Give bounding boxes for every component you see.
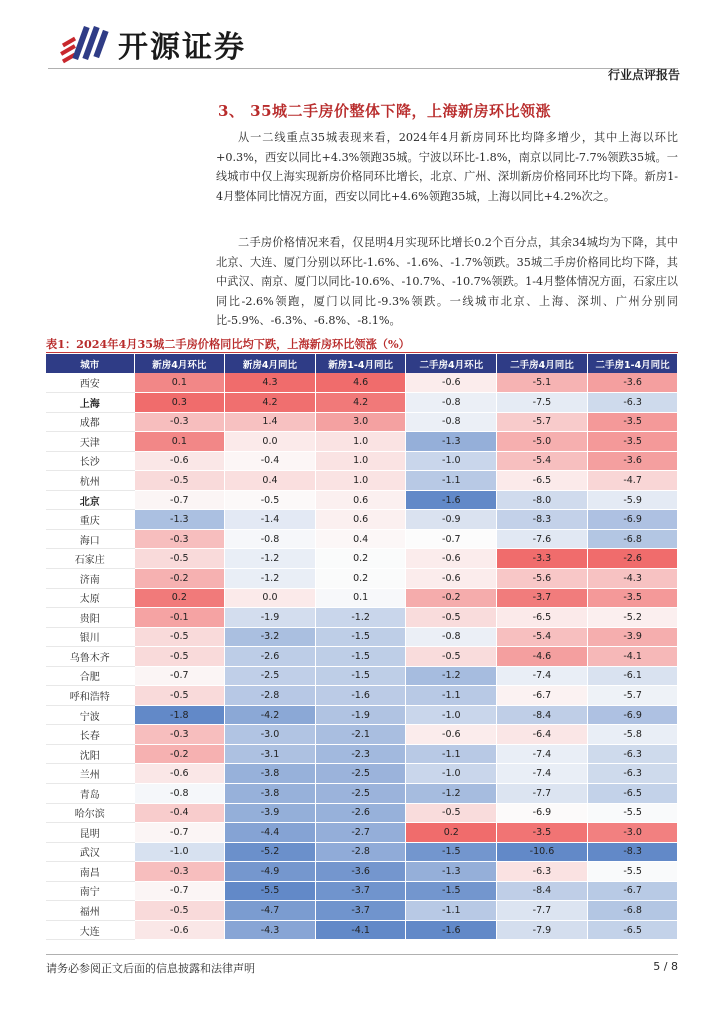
value-cell: -8.4 — [497, 705, 588, 725]
city-cell: 杭州 — [46, 471, 134, 491]
value-cell: -0.8 — [406, 627, 497, 647]
value-cell: -0.6 — [406, 373, 497, 393]
value-cell: -2.6 — [315, 803, 406, 823]
table-caption: 表1：2024年4月35城二手房价格同比均下跌，上海新房环比领涨（%） — [46, 337, 410, 351]
value-cell: -6.3 — [587, 393, 678, 413]
value-cell: -3.9 — [225, 803, 316, 823]
value-cell: -3.6 — [315, 862, 406, 882]
table-row — [46, 451, 678, 471]
value-cell: -5.8 — [587, 725, 678, 745]
table-row — [46, 627, 678, 647]
value-cell: -2.8 — [225, 686, 316, 706]
value-cell: -1.2 — [225, 549, 316, 569]
value-cell: -0.6 — [134, 920, 225, 940]
value-cell: -3.1 — [225, 744, 316, 764]
brand-name: 开源证券 — [118, 30, 246, 65]
value-cell: -0.4 — [225, 451, 316, 471]
value-cell: -6.3 — [587, 744, 678, 764]
value-cell: -0.5 — [134, 627, 225, 647]
city-cell: 宁波 — [46, 705, 134, 725]
value-cell: -1.3 — [406, 432, 497, 452]
city-cell: 长沙 — [46, 451, 134, 471]
value-cell: -3.0 — [225, 725, 316, 745]
city-cell: 青岛 — [46, 783, 134, 803]
value-cell: -2.8 — [315, 842, 406, 862]
caption-divider — [46, 352, 678, 353]
value-cell: -2.5 — [315, 783, 406, 803]
value-cell: 4.3 — [225, 373, 316, 393]
value-cell: -2.6 — [587, 549, 678, 569]
city-cell: 长春 — [46, 725, 134, 745]
table-row — [46, 608, 678, 628]
brand-logo-icon — [58, 20, 116, 64]
table-row — [46, 647, 678, 667]
table-row — [46, 393, 678, 413]
value-cell: -6.9 — [587, 705, 678, 725]
section-title: 3、 35城二手房价整体下降，上海新房环比领涨 — [218, 102, 552, 120]
value-cell: -4.1 — [315, 920, 406, 940]
table-row — [46, 705, 678, 725]
value-cell: -0.5 — [406, 647, 497, 667]
value-cell: -2.6 — [225, 647, 316, 667]
table-row — [46, 471, 678, 491]
value-cell: -3.5 — [587, 588, 678, 608]
value-cell: -7.4 — [497, 744, 588, 764]
value-cell: -5.1 — [497, 373, 588, 393]
value-cell: -6.7 — [587, 881, 678, 901]
report-type-label: 行业点评报告 — [607, 68, 680, 82]
table-row — [46, 432, 678, 452]
value-cell: -0.1 — [134, 608, 225, 628]
value-cell: -0.2 — [134, 744, 225, 764]
value-cell: -1.5 — [406, 842, 497, 862]
value-cell: -0.3 — [134, 862, 225, 882]
value-cell: -2.3 — [315, 744, 406, 764]
value-cell: -1.0 — [406, 705, 497, 725]
table-row — [46, 744, 678, 764]
value-cell: -3.8 — [225, 764, 316, 784]
price-table — [46, 354, 678, 940]
value-cell: -0.8 — [134, 783, 225, 803]
value-cell: -1.5 — [406, 881, 497, 901]
header-city: 城市 — [46, 354, 134, 373]
city-cell: 西安 — [46, 373, 134, 393]
value-cell: -5.9 — [587, 490, 678, 510]
value-cell: 4.2 — [315, 393, 406, 413]
value-cell: -1.4 — [225, 510, 316, 530]
city-cell: 南宁 — [46, 881, 134, 901]
value-cell: -1.6 — [406, 490, 497, 510]
table-row — [46, 666, 678, 686]
value-cell: -6.8 — [587, 529, 678, 549]
value-cell: -5.7 — [497, 412, 588, 432]
value-cell: -1.5 — [315, 627, 406, 647]
value-cell: -7.4 — [497, 666, 588, 686]
value-cell: 0.4 — [315, 529, 406, 549]
value-cell: -1.6 — [315, 686, 406, 706]
value-cell: 1.4 — [225, 412, 316, 432]
city-cell: 福州 — [46, 901, 134, 921]
disclaimer-note: 请务必参阅正文后面的信息披露和法律声明 — [46, 962, 255, 975]
value-cell: -1.3 — [406, 862, 497, 882]
value-cell: -4.7 — [587, 471, 678, 491]
value-cell: -8.3 — [497, 510, 588, 530]
value-cell: -6.3 — [587, 764, 678, 784]
table-row — [46, 588, 678, 608]
header-new-ytd-yoy: 新房1-4月同比 — [315, 354, 406, 373]
value-cell: 0.6 — [315, 510, 406, 530]
value-cell: -6.5 — [497, 471, 588, 491]
value-cell: 4.2 — [225, 393, 316, 413]
footer-divider — [46, 954, 678, 955]
value-cell: -1.2 — [406, 666, 497, 686]
table-row — [46, 549, 678, 569]
table-row — [46, 842, 678, 862]
table-row — [46, 823, 678, 843]
city-cell: 北京 — [46, 490, 134, 510]
value-cell: -5.5 — [587, 803, 678, 823]
header-second-mom: 二手房4月环比 — [406, 354, 497, 373]
value-cell: -0.6 — [134, 451, 225, 471]
value-cell: -0.2 — [134, 568, 225, 588]
value-cell: -5.2 — [225, 842, 316, 862]
value-cell: -6.5 — [587, 783, 678, 803]
value-cell: -8.3 — [587, 842, 678, 862]
value-cell: -8.4 — [497, 881, 588, 901]
value-cell: 0.6 — [315, 490, 406, 510]
value-cell: -1.1 — [406, 901, 497, 921]
value-cell: -3.5 — [587, 412, 678, 432]
city-cell: 乌鲁木齐 — [46, 647, 134, 667]
value-cell: -6.1 — [587, 666, 678, 686]
value-cell: -0.5 — [406, 803, 497, 823]
value-cell: -0.6 — [406, 549, 497, 569]
table-row — [46, 529, 678, 549]
city-cell: 成都 — [46, 412, 134, 432]
value-cell: 0.2 — [134, 588, 225, 608]
value-cell: -3.6 — [587, 451, 678, 471]
value-cell: -7.4 — [497, 764, 588, 784]
table-row — [46, 764, 678, 784]
value-cell: -10.6 — [497, 842, 588, 862]
value-cell: -1.3 — [134, 510, 225, 530]
value-cell: -3.7 — [315, 901, 406, 921]
table-row — [46, 373, 678, 393]
value-cell: 0.4 — [225, 471, 316, 491]
value-cell: -4.9 — [225, 862, 316, 882]
value-cell: -4.2 — [225, 705, 316, 725]
value-cell: -6.9 — [497, 803, 588, 823]
table-row — [46, 725, 678, 745]
value-cell: -0.7 — [134, 881, 225, 901]
value-cell: -1.5 — [315, 647, 406, 667]
table-row — [46, 901, 678, 921]
value-cell: -3.0 — [587, 823, 678, 843]
header-divider — [48, 68, 678, 69]
value-cell: -6.9 — [587, 510, 678, 530]
value-cell: -1.0 — [406, 451, 497, 471]
value-cell: -6.4 — [497, 725, 588, 745]
value-cell: -3.7 — [497, 588, 588, 608]
value-cell: -4.4 — [225, 823, 316, 843]
value-cell: -1.1 — [406, 686, 497, 706]
value-cell: -0.2 — [406, 588, 497, 608]
value-cell: -0.6 — [406, 725, 497, 745]
value-cell: -1.0 — [406, 764, 497, 784]
value-cell: 0.2 — [315, 568, 406, 588]
value-cell: -3.6 — [587, 373, 678, 393]
value-cell: 1.0 — [315, 471, 406, 491]
value-cell: -0.5 — [225, 490, 316, 510]
value-cell: -0.5 — [134, 901, 225, 921]
value-cell: -6.3 — [497, 862, 588, 882]
value-cell: -7.7 — [497, 901, 588, 921]
value-cell: -3.5 — [587, 432, 678, 452]
header-second-yoy: 二手房4月同比 — [497, 354, 588, 373]
header-second-ytd-yoy: 二手房1-4月同比 — [587, 354, 678, 373]
value-cell: -5.6 — [497, 568, 588, 588]
value-cell: -0.5 — [134, 647, 225, 667]
value-cell: -2.7 — [315, 823, 406, 843]
value-cell: -0.6 — [406, 568, 497, 588]
city-cell: 上海 — [46, 393, 134, 413]
table-row — [46, 412, 678, 432]
value-cell: -0.7 — [134, 823, 225, 843]
value-cell: 0.1 — [315, 588, 406, 608]
table-row — [46, 783, 678, 803]
value-cell: -7.9 — [497, 920, 588, 940]
value-cell: -1.5 — [315, 666, 406, 686]
value-cell: -0.7 — [134, 666, 225, 686]
table-row — [46, 862, 678, 882]
value-cell: -4.3 — [587, 568, 678, 588]
value-cell: -0.5 — [134, 549, 225, 569]
value-cell: -3.3 — [497, 549, 588, 569]
city-cell: 大连 — [46, 920, 134, 940]
value-cell: -8.0 — [497, 490, 588, 510]
value-cell: 0.3 — [134, 393, 225, 413]
city-cell: 呼和浩特 — [46, 686, 134, 706]
table-row — [46, 881, 678, 901]
value-cell: -0.4 — [134, 803, 225, 823]
city-cell: 重庆 — [46, 510, 134, 530]
value-cell: -7.7 — [497, 783, 588, 803]
city-cell: 昆明 — [46, 823, 134, 843]
value-cell: -1.2 — [406, 783, 497, 803]
value-cell: -1.1 — [406, 744, 497, 764]
value-cell: 0.0 — [225, 432, 316, 452]
value-cell: -1.2 — [315, 608, 406, 628]
city-cell: 银川 — [46, 627, 134, 647]
table-row — [46, 568, 678, 588]
header-new-mom: 新房4月环比 — [134, 354, 225, 373]
value-cell: -1.9 — [225, 608, 316, 628]
value-cell: -0.3 — [134, 412, 225, 432]
value-cell: -1.1 — [406, 471, 497, 491]
value-cell: -0.3 — [134, 529, 225, 549]
value-cell: -0.3 — [134, 725, 225, 745]
city-cell: 海口 — [46, 529, 134, 549]
value-cell: 0.1 — [134, 373, 225, 393]
value-cell: -6.8 — [587, 901, 678, 921]
value-cell: -1.9 — [315, 705, 406, 725]
header-new-yoy: 新房4月同比 — [225, 354, 316, 373]
value-cell: -1.2 — [225, 568, 316, 588]
city-cell: 石家庄 — [46, 549, 134, 569]
value-cell: -1.0 — [134, 842, 225, 862]
value-cell: 1.0 — [315, 432, 406, 452]
city-cell: 贵阳 — [46, 608, 134, 628]
value-cell: -4.3 — [225, 920, 316, 940]
table-row — [46, 803, 678, 823]
value-cell: -3.5 — [497, 823, 588, 843]
value-cell: -5.2 — [587, 608, 678, 628]
value-cell: -7.6 — [497, 529, 588, 549]
value-cell: -5.7 — [587, 686, 678, 706]
body-paragraph-2: 二手房价格情况来看，仅昆明4月实现环比增长0.2个百分点，其余34城均为下降，其中北京、大连、厦门分别以环比-1.6%、-1.6%、-1.7%领跌。35城二手房价格同比均下降，其中武汉、南京、厦门以同比-10.6%、-10.7%、-10.7%领跌。1-4月整体情况方面，石家庄以同比-2.6%领跑，厦门以同比-9.3%领跌。一线城市北京、上海、深圳、广州分别同比-5.9%、-6.3%、-6.8%、-8.1%。 — [216, 236, 678, 327]
table-row — [46, 920, 678, 940]
value-cell: -5.5 — [225, 881, 316, 901]
city-cell: 济南 — [46, 568, 134, 588]
value-cell: -4.6 — [497, 647, 588, 667]
value-cell: -0.5 — [406, 608, 497, 628]
city-cell: 兰州 — [46, 764, 134, 784]
value-cell: 0.0 — [225, 588, 316, 608]
value-cell: -0.8 — [225, 529, 316, 549]
city-cell: 太原 — [46, 588, 134, 608]
value-cell: -5.4 — [497, 627, 588, 647]
value-cell: 4.6 — [315, 373, 406, 393]
value-cell: -5.4 — [497, 451, 588, 471]
value-cell: 0.2 — [406, 823, 497, 843]
table-row — [46, 490, 678, 510]
value-cell: -7.5 — [497, 393, 588, 413]
city-cell: 武汉 — [46, 842, 134, 862]
page-number: 5 / 8 — [653, 960, 678, 973]
table-row — [46, 686, 678, 706]
table-header-row — [46, 354, 678, 373]
value-cell: -3.7 — [315, 881, 406, 901]
value-cell: -5.0 — [497, 432, 588, 452]
value-cell: -0.6 — [134, 764, 225, 784]
value-cell: 0.2 — [315, 549, 406, 569]
value-cell: -3.8 — [225, 783, 316, 803]
city-cell: 南昌 — [46, 862, 134, 882]
city-cell: 哈尔滨 — [46, 803, 134, 823]
value-cell: -0.8 — [406, 412, 497, 432]
value-cell: -6.5 — [497, 608, 588, 628]
value-cell: -4.7 — [225, 901, 316, 921]
value-cell: -1.6 — [406, 920, 497, 940]
page-header — [0, 0, 724, 80]
table-row — [46, 510, 678, 530]
value-cell: -1.8 — [134, 705, 225, 725]
value-cell: -3.9 — [587, 627, 678, 647]
value-cell: 1.0 — [315, 451, 406, 471]
value-cell: -0.7 — [406, 529, 497, 549]
value-cell: -0.5 — [134, 471, 225, 491]
value-cell: -5.5 — [587, 862, 678, 882]
value-cell: -0.9 — [406, 510, 497, 530]
value-cell: 3.0 — [315, 412, 406, 432]
value-cell: -2.1 — [315, 725, 406, 745]
city-cell: 沈阳 — [46, 744, 134, 764]
value-cell: -0.5 — [134, 686, 225, 706]
value-cell: 0.1 — [134, 432, 225, 452]
value-cell: -0.8 — [406, 393, 497, 413]
value-cell: -2.5 — [315, 764, 406, 784]
value-cell: -4.1 — [587, 647, 678, 667]
body-paragraph-1: 从一二线重点35城表现来看，2024年4月新房同环比均降多增少，其中上海以环比+0.3%，西安以同比+4.3%领跑35城。宁波以环比-1.8%，南京以同比-7.7%领跌35城。一线城市中仅上海实现新房价格同环比增长，北京、广州、深圳新房价格同环比均下降。新房1-4月整体同比情况方面，西安以同比+4.6%领跑35城，上海以同比+4.2%次之。 — [216, 131, 678, 203]
city-cell: 合肥 — [46, 666, 134, 686]
value-cell: -3.2 — [225, 627, 316, 647]
city-cell: 天津 — [46, 432, 134, 452]
value-cell: -6.7 — [497, 686, 588, 706]
value-cell: -2.5 — [225, 666, 316, 686]
value-cell: -6.5 — [587, 920, 678, 940]
value-cell: -0.7 — [134, 490, 225, 510]
